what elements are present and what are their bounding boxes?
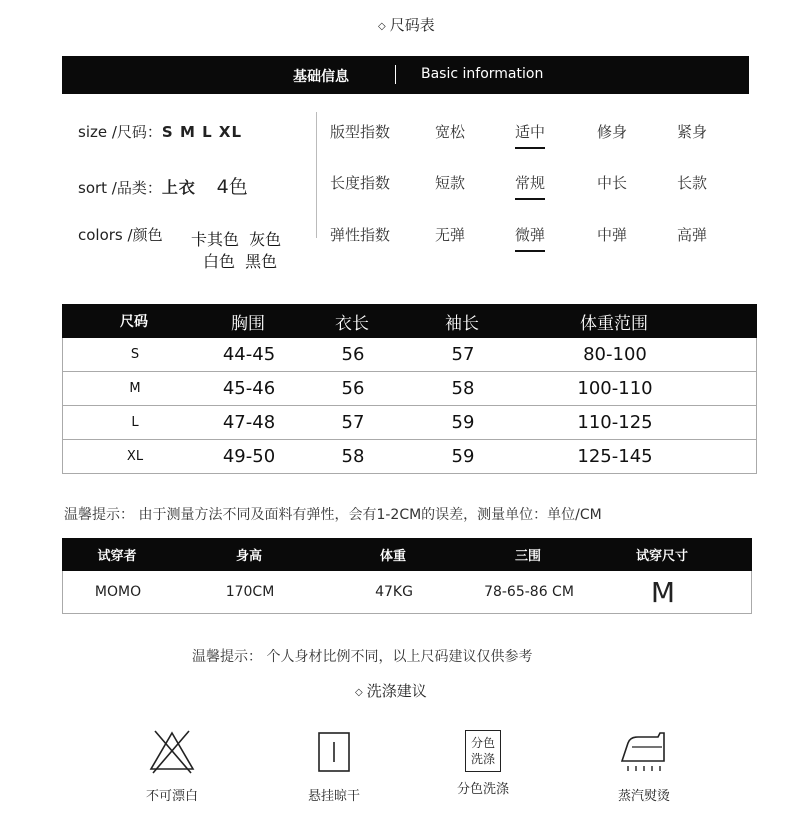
size-cell: 58 (451, 378, 475, 399)
size-cell: 58 (341, 446, 365, 467)
care-title (355, 680, 427, 701)
model-col-header: 体重 (379, 549, 406, 564)
size-cell: 57 (451, 344, 475, 365)
index-label: 长度指数 (330, 174, 391, 192)
basic-info-cn: 基础信息 (293, 69, 349, 85)
index-option-selected: 适中 (515, 121, 545, 149)
care-label: 分色洗涤 (456, 782, 509, 797)
colors-info (78, 224, 163, 245)
index-option: 紧身 (677, 123, 708, 141)
size-table-row (62, 440, 757, 474)
size-table-header (62, 304, 757, 338)
model-cell: 78-65-86 CM (484, 584, 574, 600)
model-cell: 170CM (225, 584, 275, 600)
model-table-row (62, 571, 752, 614)
basic-info-en: Basic information (421, 66, 544, 82)
size-cell: 47-48 (222, 412, 276, 433)
size-cell: 100-110 (577, 378, 653, 399)
care-title-text: 洗涤建议 (366, 682, 427, 700)
bar-divider (395, 65, 396, 84)
info-divider (316, 112, 317, 238)
wash-icon-text-1: 分色 (470, 736, 495, 750)
index-option: 中弹 (597, 226, 628, 244)
colors-line-2: 白色 黑色 (203, 252, 278, 271)
size-cell: 56 (341, 344, 365, 365)
model-col-header: 三围 (514, 549, 541, 564)
diamond-icon: ◇ (378, 21, 386, 32)
index-option-selected: 微弹 (515, 224, 545, 252)
size-col-header: 体重范围 (580, 313, 648, 334)
index-option: 无弹 (435, 226, 466, 244)
model-col-header: 试穿者 (97, 549, 137, 564)
index-option: 中长 (597, 174, 628, 192)
size-chart-title (378, 14, 435, 35)
size-advice-tip: 温馨提示： 个人身材比例不同，以上尺码建议仅供参考 (192, 649, 533, 665)
size-table-row (62, 372, 757, 406)
size-table (62, 304, 757, 474)
care-label: 不可漂白 (145, 789, 198, 804)
model-cell: MOMO (94, 584, 142, 600)
basic-info-bar (62, 56, 749, 94)
sort-info (78, 172, 248, 199)
size-cell: XL (126, 449, 144, 464)
index-option: 长款 (677, 174, 708, 192)
hang-dry-icon (310, 727, 358, 775)
index-option: 修身 (597, 123, 628, 141)
size-cell: 110-125 (577, 412, 653, 433)
size-col-header: 衣长 (335, 313, 369, 334)
index-label: 版型指数 (330, 123, 391, 141)
care-steam-iron (604, 727, 684, 804)
size-cell: 57 (341, 412, 365, 433)
wash-separately-icon (465, 730, 501, 772)
no-bleach-icon (147, 727, 197, 775)
care-no-bleach (134, 727, 210, 804)
model-cell: 47KG (375, 584, 413, 600)
size-cell: 59 (451, 412, 475, 433)
care-hang-dry (296, 727, 372, 804)
colors-values (191, 229, 281, 273)
index-option-selected: 常规 (515, 172, 545, 200)
size-cell: 49-50 (222, 446, 276, 467)
care-wash-separately (445, 727, 521, 797)
model-table-header (62, 538, 752, 571)
index-option: 宽松 (435, 123, 466, 141)
sort-count: 4色 (216, 176, 248, 198)
size-col-header: 袖长 (445, 313, 479, 334)
size-cell: 80-100 (583, 344, 647, 365)
sort-label: sort /品类： (78, 179, 162, 197)
size-cell: 44-45 (222, 344, 276, 365)
size-info (78, 121, 242, 142)
model-col-header: 试穿尺寸 (635, 549, 688, 564)
size-col-header: 胸围 (231, 313, 265, 334)
model-table (62, 538, 752, 614)
size-cell: 56 (341, 378, 365, 399)
size-label: size /尺码： (78, 123, 162, 141)
size-table-row (62, 338, 757, 372)
size-cell: 125-145 (577, 446, 653, 467)
size-table-row (62, 406, 757, 440)
size-cell: M (129, 381, 141, 396)
steam-iron-icon (616, 727, 672, 775)
measurement-tip: 温馨提示： 由于测量方法不同及面料有弹性，会有1-2CM的误差，测量单位：单位/CM (64, 507, 602, 523)
size-cell: S (130, 347, 140, 362)
diamond-icon: ◇ (355, 687, 363, 698)
size-col-header: 尺码 (120, 314, 148, 330)
care-label: 蒸汽熨烫 (617, 789, 670, 804)
size-cell: 59 (451, 446, 475, 467)
sort-value: 上衣 (161, 178, 196, 197)
care-label: 悬挂晾干 (307, 789, 360, 804)
size-values: S M L XL (161, 123, 242, 141)
colors-label: colors /颜色 (78, 226, 163, 244)
size-cell: L (131, 415, 139, 430)
colors-line-1: 卡其色 灰色 (191, 230, 282, 249)
size-cell: 45-46 (222, 378, 276, 399)
wash-icon-text-2: 洗涤 (470, 752, 495, 766)
index-label: 弹性指数 (330, 226, 391, 244)
index-option: 高弹 (677, 226, 708, 244)
size-chart-title-text: 尺码表 (389, 16, 435, 34)
model-cell: M (650, 575, 676, 609)
index-option: 短款 (435, 174, 466, 192)
model-col-header: 身高 (235, 549, 262, 564)
